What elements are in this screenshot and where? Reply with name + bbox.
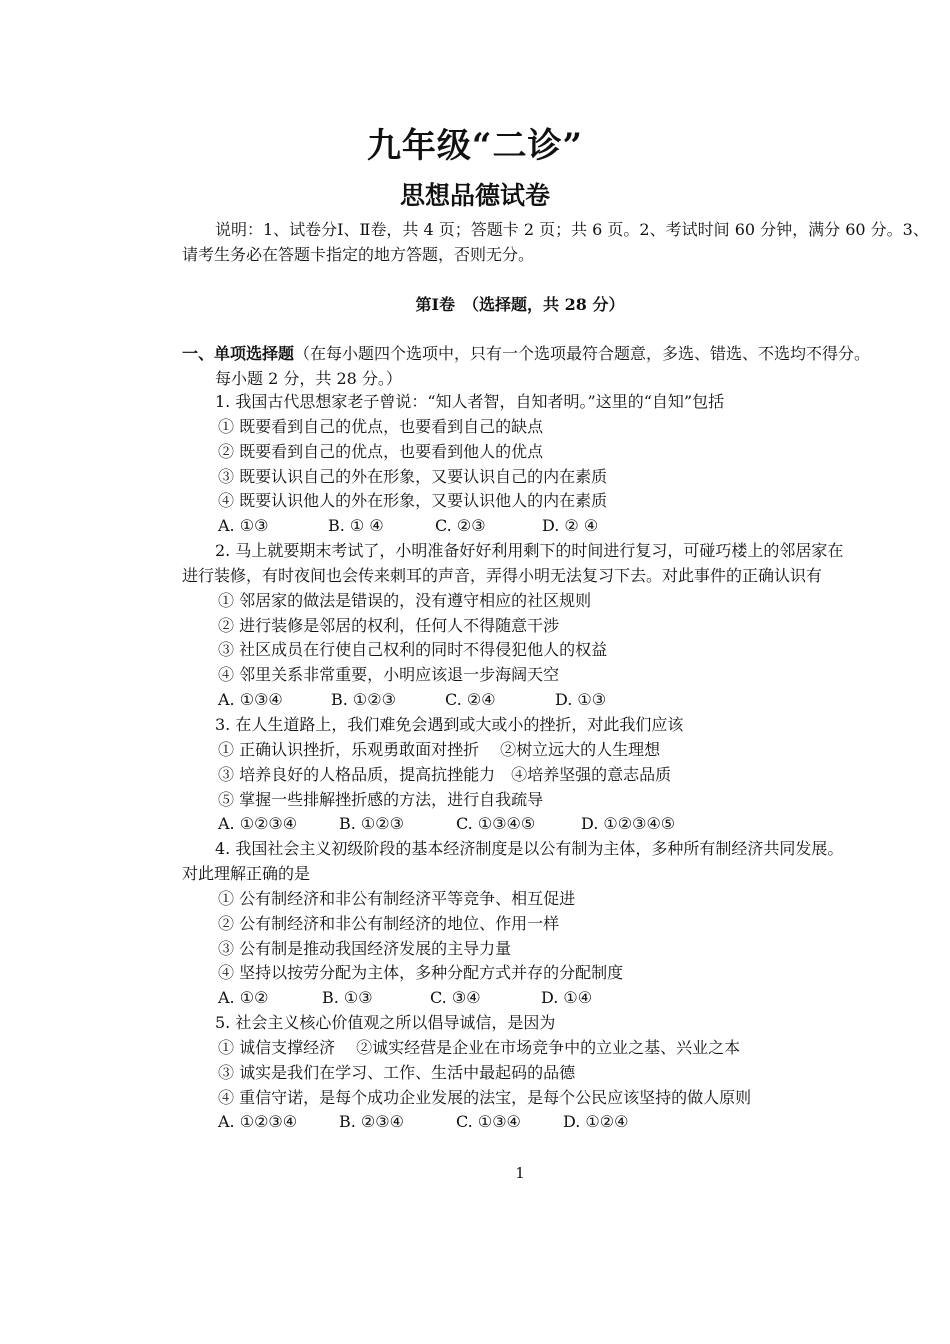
- question-option: ④ 重信守诺，是每个成功企业发展的法宝，是每个公民应该坚持的做人原则: [218, 1087, 752, 1107]
- answer-choice: A. ①③: [218, 516, 269, 536]
- answer-choice: D. ② ④: [542, 516, 599, 536]
- answer-choice: A. ①②③④: [218, 814, 298, 834]
- answer-choices: [182, 1110, 882, 1135]
- question-option: ② 公有制经济和非公有制经济的地位、作用一样: [218, 913, 560, 933]
- question-stem: 5. 社会主义核心价值观之所以倡导诚信，是因为: [215, 1013, 556, 1033]
- answer-choice: B. ①②③: [339, 814, 404, 834]
- exam-title: 九年级“二诊”: [366, 126, 584, 166]
- answer-choice: C. ②④: [445, 690, 496, 710]
- answer-choice: B. ①③: [322, 988, 373, 1008]
- question-option: ① 正确认识挫折，乐观勇敢面对挫折 ②树立远大的人生理想: [218, 739, 661, 759]
- answer-choice: C. ③④: [430, 988, 481, 1008]
- answer-choices: [182, 986, 882, 1011]
- question-option: ① 诚信支撑经济 ②诚实经营是企业在市场竞争中的立业之基、兴业之本: [218, 1037, 741, 1057]
- answer-choices: [182, 688, 882, 713]
- answer-choice: B. ②③④: [339, 1112, 404, 1132]
- exam-subtitle: 思想品德试卷: [399, 181, 550, 210]
- question-stem: 4. 我国社会主义初级阶段的基本经济制度是以公有制为主体，多种所有制经济共同发展。: [215, 839, 844, 859]
- part-heading: 第Ⅰ卷 （选择题，共 28 分）: [415, 295, 625, 314]
- section-heading: 一、单项选择题: [182, 344, 295, 363]
- answer-choices: [182, 514, 882, 539]
- question-option: ③ 公有制是推动我国经济发展的主导力量: [218, 938, 512, 958]
- section-instruction-2: 每小题 2 分，共 28 分。）: [215, 369, 402, 388]
- question-option: ③ 社区成员在行使自己权利的同时不得侵犯他人的权益: [218, 640, 608, 660]
- answer-choice: D. ①②③④⑤: [581, 814, 676, 834]
- question-list: [182, 390, 882, 1135]
- answer-choice: B. ① ④: [328, 516, 384, 536]
- question-option: ④ 坚持以按劳分配为主体，多种分配方式并存的分配制度: [218, 963, 624, 983]
- instructions-line-1: 说明：1、试卷分Ⅰ、Ⅱ卷，共 4 页；答题卡 2 页；共 6 页。2、考试时间 60 分钟，满分 60 分。3、: [215, 220, 929, 239]
- question-option: ④ 邻里关系非常重要，小明应该退一步海阔天空: [218, 665, 560, 685]
- answer-choice: D. ①②④: [563, 1112, 629, 1132]
- question-option: ③ 培养良好的人格品质，提高抗挫能力 ④培养坚强的意志品质: [218, 764, 672, 784]
- question-option: ⑤ 掌握一些排解挫折感的方法，进行自我疏导: [218, 789, 544, 809]
- question-option: ② 既要看到自己的优点，也要看到他人的优点: [218, 441, 544, 461]
- answer-choice: A. ①②③④: [218, 1112, 298, 1132]
- question-stem: 3. 在人生道路上，我们难免会遇到或大或小的挫折，对此我们应该: [215, 714, 684, 734]
- answer-choice: D. ①③: [555, 690, 607, 710]
- question-option: ① 邻居家的做法是错误的，没有遵守相应的社区规则: [218, 590, 592, 610]
- page-number: 1: [515, 1164, 525, 1182]
- answer-choice: C. ①③④⑤: [456, 814, 536, 834]
- question-stem: 1. 我国古代思想家老子曾说：“知人者智，自知者明。”这里的“自知”包括: [215, 392, 725, 411]
- instructions-line-2: 请考生务必在答题卡指定的地方答题，否则无分。: [182, 245, 535, 264]
- answer-choice: B. ①②③: [331, 690, 396, 710]
- section-heading-line: [182, 342, 870, 366]
- answer-choice: A. ①②: [218, 988, 269, 1008]
- question-option: ③ 既要认识自己的外在形象，又要认识自己的内在素质: [218, 466, 608, 486]
- answer-choices: [182, 812, 882, 837]
- answer-choice: C. ②③: [435, 516, 486, 536]
- question-option: ① 公有制经济和非公有制经济平等竞争、相互促进: [218, 888, 576, 908]
- question-option: ④ 既要认识他人的外在形象，又要认识他人的内在素质: [218, 491, 608, 511]
- question-option: ① 既要看到自己的优点，也要看到自己的缺点: [218, 416, 544, 436]
- question-option: ③ 诚实是我们在学习、工作、生活中最起码的品德: [218, 1062, 576, 1082]
- question-option: ② 进行装修是邻居的权利，任何人不得随意干涉: [218, 615, 560, 635]
- answer-choice: D. ①④: [541, 988, 593, 1008]
- question-stem: 对此理解正确的是: [182, 864, 311, 884]
- section-instruction: （在每小题四个选项中，只有一个选项最符合题意，多选、错选、不选均不得分。: [294, 344, 871, 363]
- question-stem: 进行装修，有时夜间也会传来刺耳的声音，弄得小明无法复习下去。对此事件的正确认识有: [182, 565, 823, 585]
- answer-choice: C. ①③④: [456, 1112, 521, 1132]
- question-stem: 2. 马上就要期末考试了，小明准备好好利用剩下的时间进行复习，可碰巧楼上的邻居家在: [215, 541, 844, 561]
- answer-choice: A. ①③④: [218, 690, 283, 710]
